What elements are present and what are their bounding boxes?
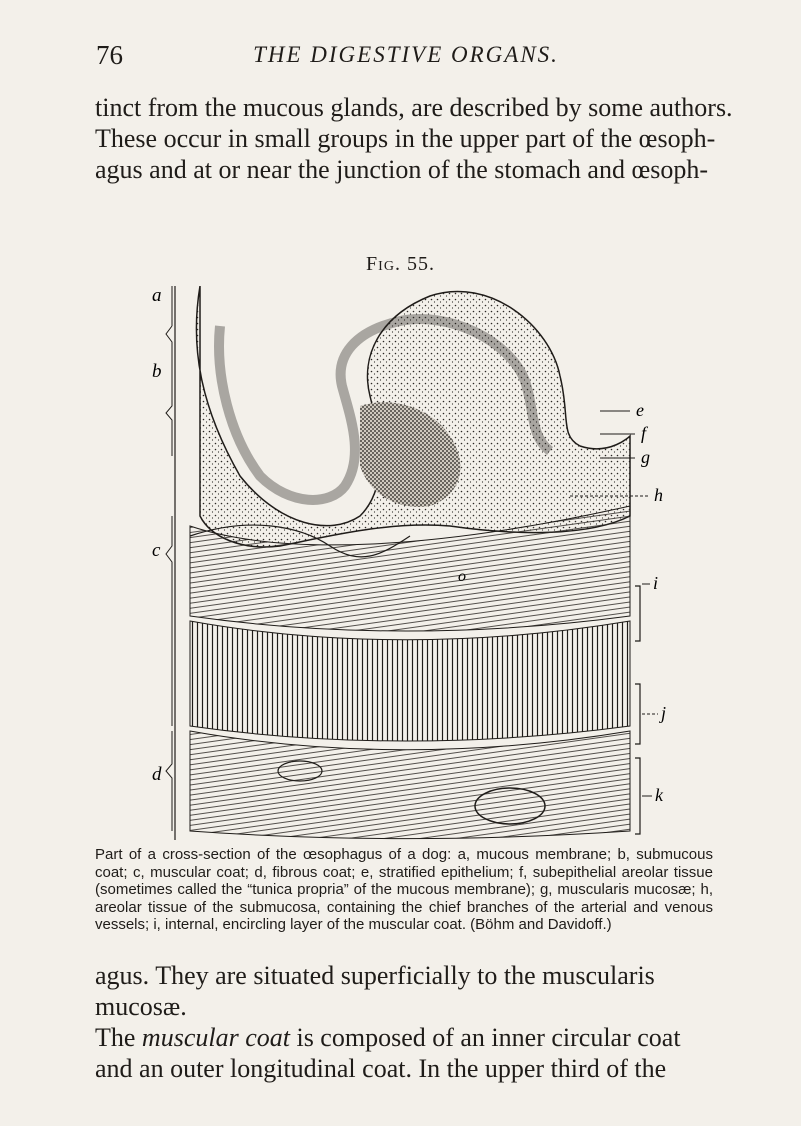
fibrous-coat-layer	[190, 731, 630, 839]
label-d: d	[152, 764, 162, 785]
inner-label-o: o	[458, 568, 466, 585]
label-k: k	[655, 785, 663, 805]
page-number: 76	[96, 40, 123, 70]
right-bracket-i	[635, 586, 640, 641]
muscular-coat-layer	[190, 621, 630, 741]
label-c: c	[152, 540, 161, 561]
label-h: h	[654, 485, 663, 505]
left-bracket-d	[166, 731, 172, 831]
label-e: e	[636, 400, 644, 420]
left-bracket-a	[166, 286, 172, 376]
paragraph-2	[95, 960, 725, 1022]
paragraph-line: tinct from the mucous glands, are described by some authors.	[95, 93, 733, 122]
paragraph-line	[95, 1022, 725, 1053]
page-header	[96, 40, 716, 80]
running-head: THE DIGESTIVE ORGANS.	[253, 42, 559, 67]
left-bracket-c	[166, 516, 172, 726]
figure-label: Fig. 55.	[366, 253, 435, 275]
left-bracket-b	[166, 376, 172, 456]
label-b: b	[152, 361, 162, 382]
paragraph-line: These occur in small groups in the upper part of the œsoph-	[95, 124, 716, 153]
label-j: j	[661, 703, 667, 723]
figure-caption: Part of a cross-section of the œsophagus of a dog: a, mucous membrane; b, submucous coat; c, muscular coat; d, fibrous coat; e, stratified epithelium; f, subepithelial areolar tissue (sometimes called the “tunica propria” of the mucous membrane); g, muscularis mucosæ; h, areolar tissue of the submucosa, containing the chief branches of the arterial and venous vessels; i, internal, encircling layer of the muscular coat. (Böhm and Davidoff.)	[95, 846, 713, 933]
paragraph-line: mucosæ.	[95, 992, 187, 1021]
figure-illustration	[130, 286, 700, 840]
label-a: a	[152, 286, 162, 306]
emphasized-term: muscular coat	[141, 1023, 290, 1052]
paragraph-3	[95, 1022, 725, 1084]
label-f: f	[641, 423, 647, 443]
label-i: i	[653, 573, 659, 593]
paragraph-line: agus and at or near the junction of the stomach and œsoph-	[95, 155, 708, 184]
paragraph-text: The	[95, 1023, 142, 1052]
paragraph-text: is composed of an inner circular coat	[289, 1023, 681, 1052]
esophagus-cross-section-drawing	[130, 286, 700, 840]
paragraph-line: and an outer longitudinal coat. In the upper third of the	[95, 1054, 667, 1083]
right-bracket-k	[635, 758, 640, 834]
right-bracket-j	[635, 684, 640, 744]
paragraph-1	[95, 92, 733, 185]
paragraph-line: agus. They are situated superficially to the muscularis	[95, 961, 655, 990]
label-g: g	[641, 447, 650, 467]
